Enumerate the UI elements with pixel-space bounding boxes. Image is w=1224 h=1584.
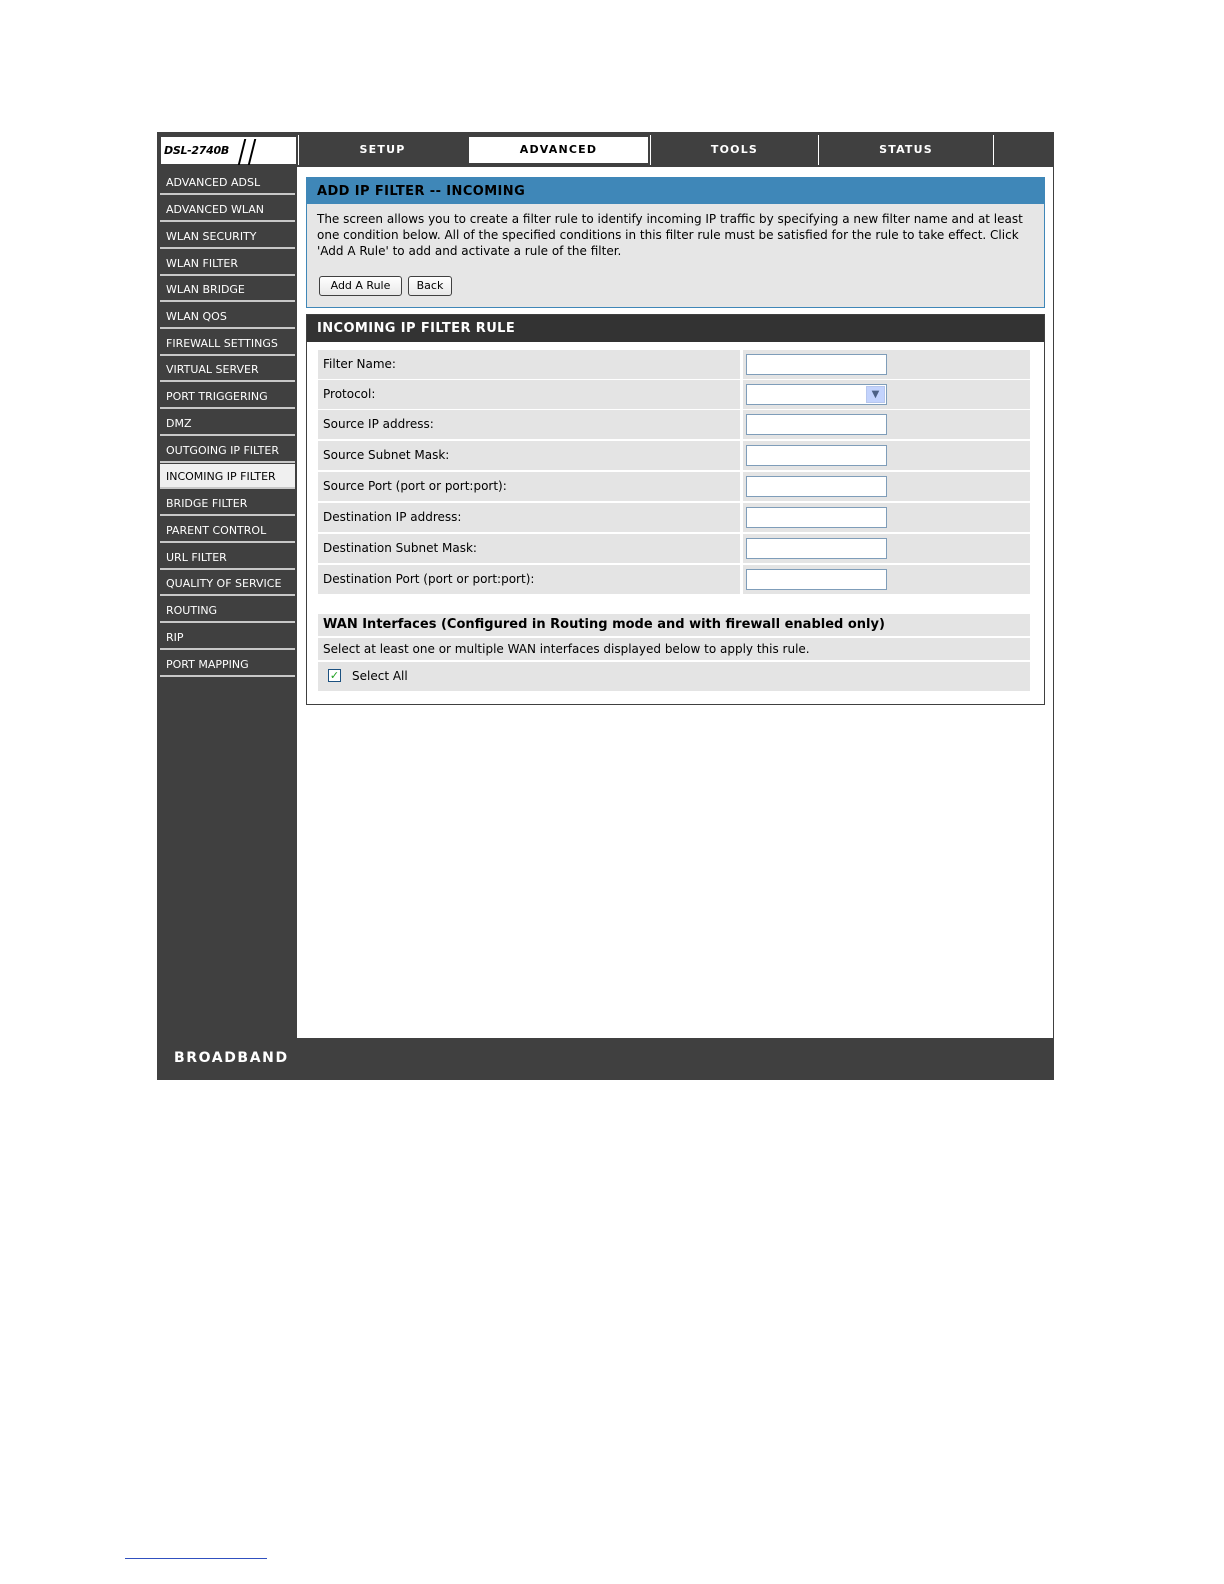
panel-title: ADD IP FILTER -- INCOMING — [307, 178, 1044, 204]
form-row-protocol — [318, 380, 1030, 409]
source-port-input[interactable] — [746, 476, 887, 497]
add-rule-button[interactable]: Add A Rule — [319, 276, 402, 296]
field-label: Filter Name: — [318, 350, 740, 379]
sidebar-item-port-triggering[interactable]: PORT TRIGGERING — [160, 384, 295, 409]
footer-brand-text: BROADBAND — [174, 1050, 289, 1066]
destination-port-input[interactable] — [746, 569, 887, 590]
sidebar-item-url-filter[interactable]: URL FILTER — [160, 545, 295, 570]
sidebar-item-advanced-adsl[interactable]: ADVANCED ADSL — [160, 170, 295, 195]
field-label: Protocol: — [318, 380, 740, 409]
field-label: Destination IP address: — [318, 503, 740, 532]
sidebar-item-wlan-security[interactable]: WLAN SECURITY — [160, 224, 295, 249]
filter-name-input[interactable] — [746, 354, 887, 375]
sidebar-item-routing[interactable]: ROUTING — [160, 598, 295, 623]
tab-empty — [993, 135, 1053, 165]
field-cell — [743, 410, 1030, 439]
sidebar-item-advanced-wlan[interactable]: ADVANCED WLAN — [160, 197, 295, 222]
form-row-source-ip — [318, 410, 1030, 439]
sidebar-item-incoming-ip-filter[interactable]: INCOMING IP FILTER — [160, 464, 295, 489]
add-ip-filter-panel — [306, 177, 1045, 308]
product-logo — [160, 136, 297, 165]
destination-ip-input[interactable] — [746, 507, 887, 528]
select-all-checkbox[interactable]: ✓ — [329, 669, 340, 682]
footer-bar — [158, 1038, 1053, 1079]
field-cell — [743, 534, 1030, 563]
sidebar-item-quality-of-service[interactable]: QUALITY OF SERVICE — [160, 571, 295, 596]
form-row-destination-subnet-mask — [318, 534, 1030, 563]
incoming-ip-filter-rule-panel — [306, 314, 1045, 705]
wan-interfaces-description: Select at least one or multiple WAN interfaces displayed below to apply this rule. — [318, 638, 1030, 660]
sidebar-item-wlan-qos[interactable]: WLAN QOS — [160, 304, 295, 329]
protocol-select[interactable] — [746, 384, 887, 405]
sidebar-item-dmz[interactable]: DMZ — [160, 411, 295, 436]
back-button[interactable]: Back — [408, 276, 452, 296]
sidebar-menu — [158, 167, 297, 1038]
tab-setup[interactable]: SETUP — [298, 135, 466, 165]
panel-description: The screen allows you to create a filter rule to identify incoming IP traffic by specifying a new filter name and at least one condition below. All of the specified conditions in this filter rule must be satisfied for the rule to take effect. Click 'Add A Rule' to add and activate a rule of the filter. — [317, 212, 1023, 258]
field-cell — [743, 350, 1030, 379]
select-all-row — [318, 662, 1030, 691]
sidebar-item-parent-control[interactable]: PARENT CONTROL — [160, 518, 295, 543]
wan-interfaces-heading: WAN Interfaces (Configured in Routing mode and with firewall enabled only) — [318, 614, 1030, 636]
select-all-label[interactable]: Select All — [352, 669, 408, 683]
field-cell — [743, 380, 1030, 409]
form-row-destination-port — [318, 565, 1030, 594]
field-cell — [743, 472, 1030, 501]
logo-text: DSL-2740B — [164, 144, 229, 157]
sidebar-item-bridge-filter[interactable]: BRIDGE FILTER — [160, 491, 295, 516]
router-admin-window — [157, 132, 1054, 1080]
panel-title: INCOMING IP FILTER RULE — [307, 315, 1044, 342]
form-row-destination-ip — [318, 503, 1030, 532]
form-row-source-subnet-mask — [318, 441, 1030, 470]
sidebar-item-virtual-server[interactable]: VIRTUAL SERVER — [160, 357, 295, 382]
destination-subnet-mask-input[interactable] — [746, 538, 887, 559]
form-row-filter-name — [318, 350, 1030, 379]
field-label: Source Subnet Mask: — [318, 441, 740, 470]
sidebar-item-rip[interactable]: RIP — [160, 625, 295, 650]
form-row-source-port — [318, 472, 1030, 501]
source-subnet-mask-input[interactable] — [746, 445, 887, 466]
sidebar-item-wlan-filter[interactable]: WLAN FILTER — [160, 251, 295, 276]
field-cell — [743, 441, 1030, 470]
chevron-down-icon[interactable]: ▼ — [866, 386, 885, 403]
tab-advanced[interactable]: ADVANCED — [467, 135, 650, 165]
sidebar-item-firewall-settings[interactable]: FIREWALL SETTINGS — [160, 331, 295, 356]
sidebar-item-wlan-bridge[interactable]: WLAN BRIDGE — [160, 277, 295, 302]
top-navigation-bar — [158, 133, 1053, 167]
source-ip-input[interactable] — [746, 414, 887, 435]
field-label: Source Port (port or port:port): — [318, 472, 740, 501]
sidebar-item-outgoing-ip-filter[interactable]: OUTGOING IP FILTER — [160, 438, 295, 463]
logo-slashes-icon — [233, 139, 261, 165]
sidebar-item-port-mapping[interactable]: PORT MAPPING — [160, 652, 295, 677]
page-footnote-rule — [125, 1558, 267, 1559]
field-label: Destination Port (port or port:port): — [318, 565, 740, 594]
field-label: Destination Subnet Mask: — [318, 534, 740, 563]
field-label: Source IP address: — [318, 410, 740, 439]
field-cell — [743, 565, 1030, 594]
tab-status[interactable]: STATUS — [818, 135, 993, 165]
tab-tools[interactable]: TOOLS — [650, 135, 818, 165]
field-cell — [743, 503, 1030, 532]
